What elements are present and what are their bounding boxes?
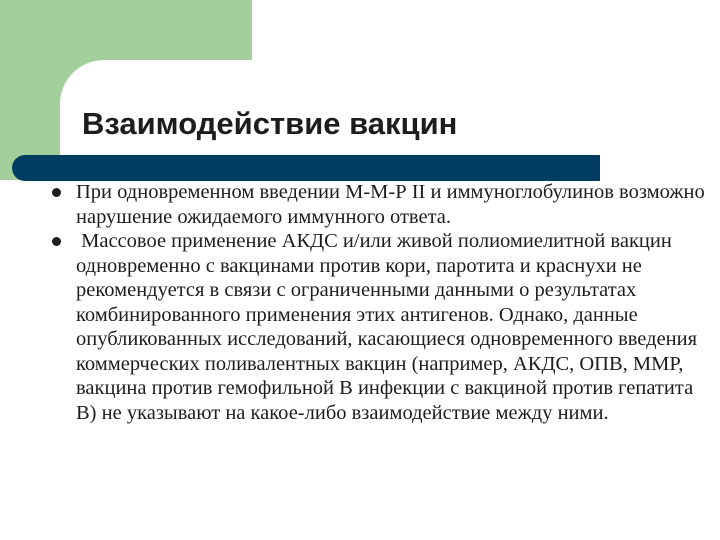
bullet-dot-icon bbox=[52, 188, 61, 197]
slide-title: Взаимодействие вакцин bbox=[82, 106, 458, 141]
bullet-text: При одновременном введении М-М-Р II и иммуноглобулинов возможно нарушение ожидаемого иммунного ответа. bbox=[76, 181, 710, 228]
list-item bbox=[48, 229, 712, 425]
bullet-list bbox=[48, 180, 712, 425]
list-item bbox=[48, 180, 712, 229]
bullet-text: Массовое применение АКДС и/или живой полиомиелитной вакцин одновременно с вакцинами против кори, паротита и краснухи не рекомендуется в связи с ограниченными данными о результатах комбинированного применения этих антигенов. Однако, данные опубликованных исследований, касающиеся одновременного введения коммерческих поливалентных вакцин (например, АКДС, ОПВ, ММР, вакцина против гемофильной В инфекции с вакциной против гепатита В) не указывают на какое-либо взаимодействие между ними. bbox=[76, 230, 703, 424]
bullet-dot-icon bbox=[52, 237, 61, 246]
title-underline-bar bbox=[12, 155, 600, 181]
